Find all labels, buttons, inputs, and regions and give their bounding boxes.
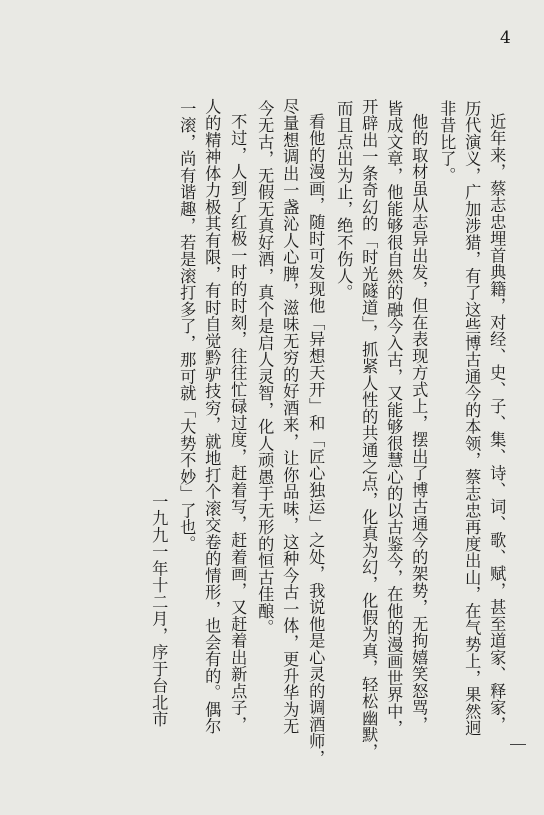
text-column-13: [177, 100, 197, 553]
text-line: 非昔比了。: [437, 100, 457, 184]
text-line: 看他的漫画，随时可发现他「异想天开」和「匠心独运」之处，我说他是心灵的调酒师，: [306, 113, 326, 767]
text-column-2: [462, 100, 482, 737]
text-column-9: [280, 98, 300, 735]
text-line: 尽量想调出一盏沁人心脾，滋味无穷的好酒来，让你品味，这种今古一体，更升华为无: [280, 98, 300, 735]
text-line: 皆成文章，他能够很自然的融今入古，又能够很慧心的以古鉴今，在他的漫画世界中，: [384, 100, 404, 737]
page-number: 4: [500, 28, 511, 48]
text-line: 一滚，尚有谐趣，若是滚打多了，那可就「大势不妙」了也。: [177, 100, 197, 553]
text-column-7: [334, 100, 354, 301]
text-line: 他的取材虽从志异出发，但在表现方式上，摆出了博古通今的架势，无拘嬉笑怒骂，: [409, 113, 429, 733]
date-signature-column: [149, 493, 169, 728]
text-line: 而且点出为止，绝不伤人。: [334, 100, 354, 301]
text-column-6: [359, 98, 379, 760]
text-column-3: [437, 100, 457, 184]
text-line: 开辟出一条奇幻的「时光隧道」，抓紧人性的共通之点，化真为幻，化假为真，轻松幽默，: [359, 98, 379, 760]
text-column-11: [228, 113, 248, 733]
text-column-12: [202, 98, 222, 735]
text-column-1: [487, 113, 507, 733]
text-line: 今无古，无假无真好酒，真个是启人灵智，化人顽愚于无形的恒古佳酿。: [255, 100, 275, 636]
date-signature: 一九九一年十二月，序于台北市: [149, 493, 169, 728]
text-column-5: [384, 100, 404, 737]
margin-mark: [510, 744, 526, 745]
text-column-8: [306, 113, 326, 767]
text-column-10: [255, 100, 275, 636]
text-line: 人的精神体力极其有限，有时自觉黔驴技穷，就地打个滚交卷的情形，也会有的。偶尔: [202, 98, 222, 735]
text-line: 历代演义，广加涉猎，有了这些博古通今的本领，蔡志忠再度出山，在气势上，果然迥: [462, 100, 482, 737]
text-column-4: [409, 113, 429, 733]
text-line: 不过，人到了红极一时的时刻，往往忙碌过度，赶着写，赶着画，又赶着出新点子，: [228, 113, 248, 733]
text-line: 近年来，蔡志忠埋首典籍，对经、史、子、集、诗、词、歌、赋，甚至道家、释家，: [487, 113, 507, 733]
